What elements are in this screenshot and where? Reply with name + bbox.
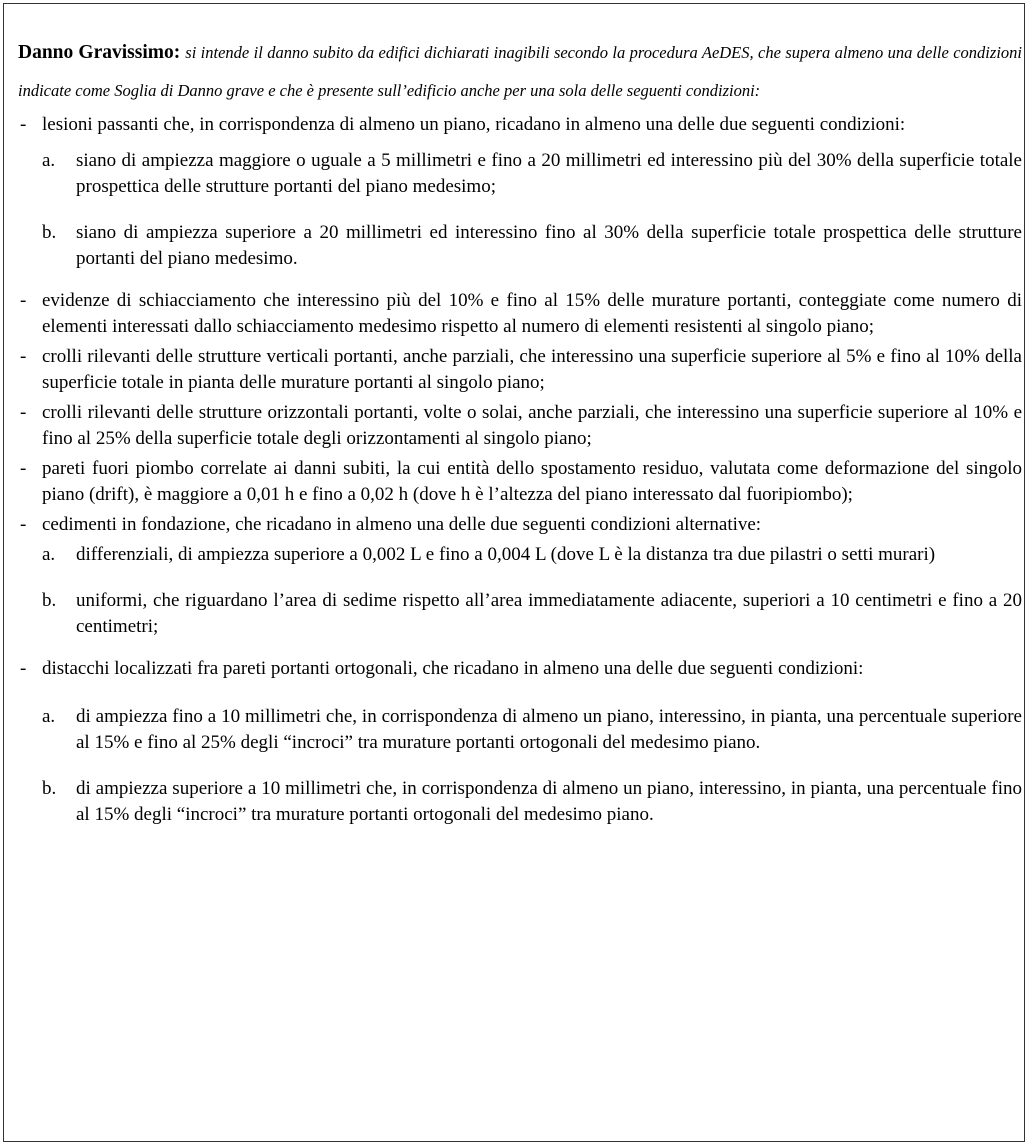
- list-item: [18, 456, 1022, 508]
- dash-marker: -: [20, 514, 27, 535]
- sub-list-text: di ampiezza superiore a 10 millimetri che, in corrispondenza di almeno un piano, interessino, in pianta, una percentuale fino al 15% degli “incroci” tra murature portanti ortogonali del medesimo piano.: [76, 778, 1022, 825]
- sub-list-marker: b.: [42, 222, 57, 243]
- sub-list-text: uniformi, che riguardano l’area di sedime rispetto all’area immediatamente adiacente, superiori a 10 centimetri e fino a 20 centimetri;: [76, 590, 1022, 637]
- condition-list: [18, 112, 1022, 828]
- sub-list-item: [42, 542, 1022, 568]
- list-item: [18, 112, 1022, 272]
- list-item-text: lesioni passanti che, in corrispondenza di almeno un piano, ricadano in almeno una delle due seguenti condizioni:: [42, 114, 906, 135]
- sub-list-text: di ampiezza fino a 10 millimetri che, in corrispondenza di almeno un piano, interessino, in pianta, una percentuale superiore al 15% e fino al 25% degli “incroci” tra murature portanti ortogonali del medesimo piano.: [76, 706, 1022, 753]
- document-body: [18, 34, 1022, 844]
- sub-list-marker: b.: [42, 590, 57, 611]
- dash-marker: -: [20, 658, 27, 679]
- list-item-text: crolli rilevanti delle strutture verticali portanti, anche parziali, che interessino una superficie superiore al 5% e fino al 10% della superficie totale in pianta delle murature portanti al singolo piano;: [42, 346, 1022, 393]
- dash-marker: -: [20, 458, 27, 479]
- list-item-text: evidenze di schiacciamento che interessino più del 10% e fino al 15% delle murature portanti, conteggiate come numero di elementi interessati dallo schiacciamento medesimo rispetto al numero di elementi resistenti al singolo piano;: [42, 290, 1022, 337]
- document-frame: [3, 3, 1025, 1142]
- sub-list: [42, 148, 1022, 272]
- list-item: [18, 512, 1022, 640]
- list-item-text: pareti fuori piombo correlate ai danni subiti, la cui entità dello spostamento residuo, valutata come deformazione del singolo piano (drift), è maggiore a 0,01 h e fino a 0,02 h (dove h è l’altezza del piano interessato dal fuoripiombo);: [42, 458, 1022, 505]
- sub-list-text: differenziali, di ampiezza superiore a 0,002 L e fino a 0,004 L (dove L è la distanza tra due pilastri o setti murari): [76, 544, 936, 565]
- sub-list-marker: a.: [42, 150, 56, 171]
- sub-list-text: siano di ampiezza maggiore o uguale a 5 millimetri e fino a 20 millimetri ed interessino più del 30% della superficie totale prospettica delle strutture portanti del piano medesimo;: [76, 150, 1022, 197]
- list-item: [18, 344, 1022, 396]
- list-item: [18, 656, 1022, 828]
- sub-list-item: [42, 588, 1022, 640]
- intro-paragraph: [18, 34, 1022, 110]
- sub-list-marker: a.: [42, 544, 56, 565]
- list-item-text: cedimenti in fondazione, che ricadano in almeno una delle due seguenti condizioni alternative:: [42, 514, 762, 535]
- sub-list: [42, 704, 1022, 828]
- dash-marker: -: [20, 402, 27, 423]
- sub-list-marker: b.: [42, 778, 57, 799]
- sub-list: [42, 542, 1022, 640]
- list-item-text: distacchi localizzati fra pareti portanti ortogonali, che ricadano in almeno una delle due seguenti condizioni:: [42, 658, 864, 679]
- sub-list-item: [42, 704, 1022, 756]
- dash-marker: -: [20, 290, 27, 311]
- sub-list-item: [42, 148, 1022, 200]
- sub-list-item: [42, 220, 1022, 272]
- sub-list-text: siano di ampiezza superiore a 20 millimetri ed interessino fino al 30% della superficie totale prospettica delle strutture portanti del piano medesimo.: [76, 222, 1022, 269]
- list-item: [18, 288, 1022, 340]
- intro-lead: Danno Gravissimo:: [18, 42, 181, 63]
- intro-description: si intende il danno subito da edifici dichiarati inagibili secondo la procedura AeDES, che supera almeno una delle condizioni indicate come Soglia di Danno grave e che è presente sull’edificio anche per una sola delle seguenti condizioni:: [18, 43, 1022, 100]
- dash-marker: -: [20, 114, 27, 135]
- dash-marker: -: [20, 346, 27, 367]
- list-item: [18, 400, 1022, 452]
- sub-list-marker: a.: [42, 706, 56, 727]
- list-item-text: crolli rilevanti delle strutture orizzontali portanti, volte o solai, anche parziali, che interessino una superficie superiore al 10% e fino al 25% della superficie totale degli orizzontamenti al singolo piano;: [42, 402, 1022, 449]
- sub-list-item: [42, 776, 1022, 828]
